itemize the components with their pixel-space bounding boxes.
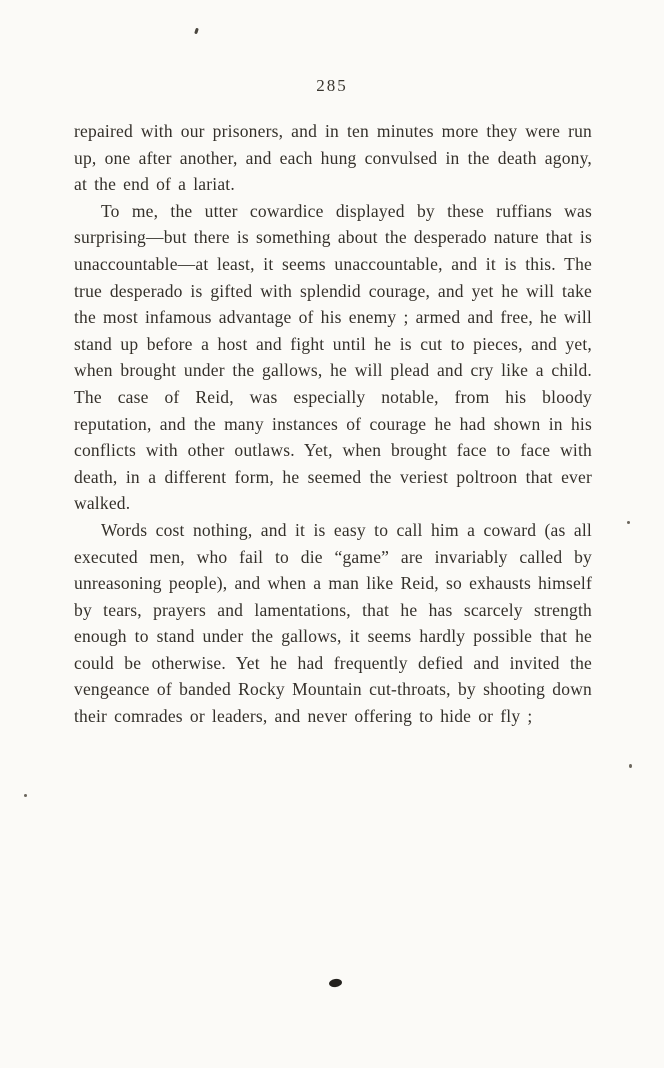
scan-speck <box>24 794 27 797</box>
paragraph: To me, the utter cowardice displayed by these ruffians was surprising—but there is something about the desperado nature that is unaccountable—at least, it seems unaccountable, and it is this. The true desperado is gifted with splendid courage, and yet he will take the most infamous advantage of his enemy ; armed and free, he will stand up before a host and fight until he is cut to pieces, and yet, when brought under the gallows, he will plead and cry like a child. The case of Reid, was especially notable, from his bloody reputation, and the many instances of courage he had shown in his conflicts with other outlaws. Yet, when brought face to face with death, in a different form, he seemed the veriest poltroon that ever walked. <box>74 200 592 514</box>
scan-speck <box>629 764 632 768</box>
page-number: 285 <box>316 76 348 95</box>
text-block <box>74 118 592 730</box>
paragraph: Words cost nothing, and it is easy to call him a coward (as all executed men, who fail to die “game” are invariably called by unreasoning people), and when a man like Reid, so exhausts himself by tears, prayers and lamentations, that he has scarcely strength enough to stand under the gallows, it seems hardly possible that he could be otherwise. Yet he had frequently defied and invited the vengeance of banded Rocky Mountain cut-throats, by shooting down their comrades or leaders, and never offering to hide or fly ; <box>74 519 592 727</box>
paragraph: repaired with our prisoners, and in ten minutes more they were run up, one after another, and each hung convulsed in the death agony, at the end of a lariat. <box>74 121 592 195</box>
ink-mark <box>329 978 343 988</box>
scan-speck <box>627 521 630 524</box>
